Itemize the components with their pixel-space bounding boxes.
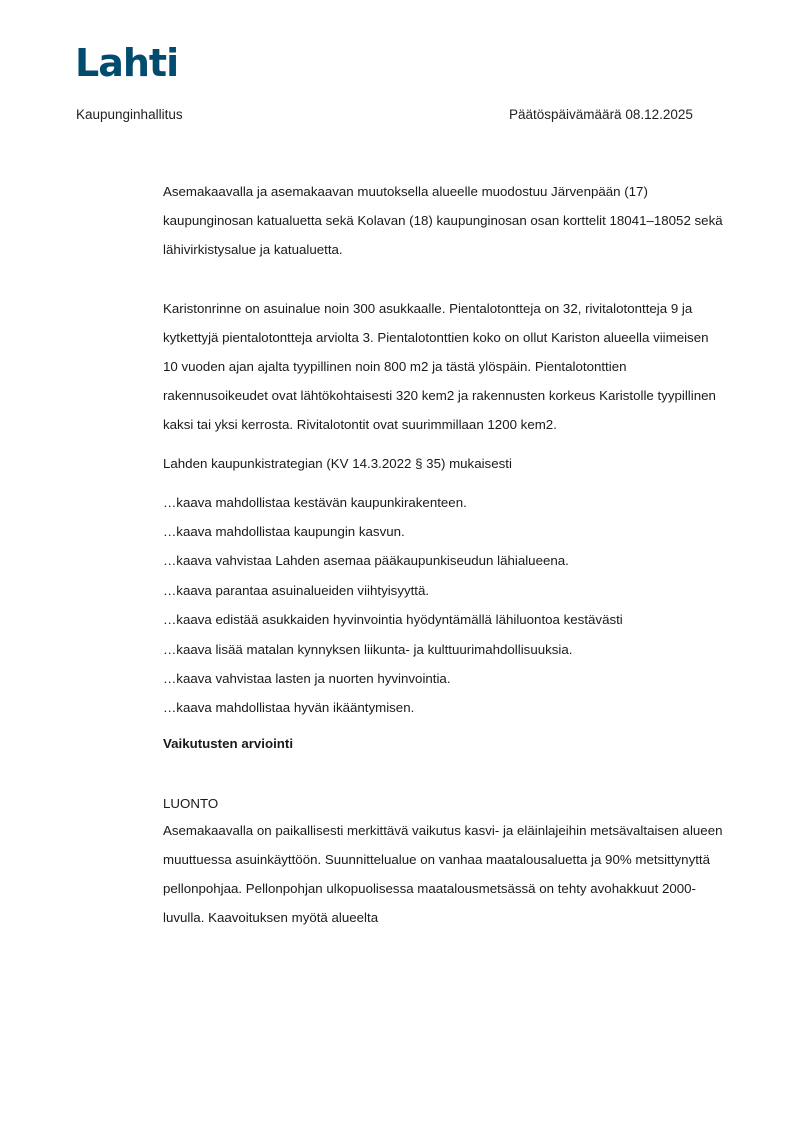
paragraph-karistonrinne: Karistonrinne on asuinalue noin 300 asukkaalle. Pientalotontteja on 32, rivitalotontteja 9 ja kytkettyjä pientalotontteja arviolta 3. Pientalotonttien koko on ollut Kariston alueella viimeisen 10 vuoden ajan ajalta tyypillinen noin 800 m2 ja tästä ylöspäin. Pientalotonttien rakennusoikeudet ovat lähtökohtaisesti 320 kem2 ja rakennusten korkeus Karistolle tyypillinen kaksi tai yksi kerrosta. Rivitalotontit ovat suurimmillaan 1200 kem2. [163,300,716,433]
strategy-item: …kaava mahdollistaa kaupungin kasvun. [163,524,405,540]
paragraph-plan-areas: Asemakaavalla ja asemakaavan muutoksella alueelle muodostuu Järvenpään (17) kaupunginosan katualuetta sekä Kolavan (18) kaupunginosan osan korttelit 18041–18052 sekä lähivirkistysalue ja katualuetta. [163,184,723,258]
strategy-item: …kaava mahdollistaa kestävän kaupunkirakenteen. [163,494,467,510]
strategy-item: …kaava vahvistaa lasten ja nuorten hyvinvointia. [163,671,451,687]
impact-heading: Vaikutusten arviointi [163,735,294,751]
organization-name: Kaupunginhallitus [76,107,183,122]
strategy-item: …kaava vahvistaa Lahden asemaa pääkaupunkiseudun lähialueena. [163,553,569,569]
strategy-item: …kaava mahdollistaa hyvän ikääntymisen. [163,700,415,716]
strategy-intro: Lahden kaupunkistrategian (KV 14.3.2022 § 35) mukaisesti [163,455,512,471]
paragraph-nature: Asemakaavalla on paikallisesti merkittävä vaikutus kasvi- ja eläinlajeihin metsävaltaisen alueen muuttuessa asuinkäyttöön. Suunnittelualue on vanhaa maatalousaluetta ja 90% metsittynyttä pellonpohjaa. Pellonpohjan ulkopuolisessa maatalousmetsässä on tehty avohakkuut 2000-luvulla. Kaavoituksen myötä alueelta [163,822,723,926]
strategy-item: …kaava parantaa asuinalueiden viihtyisyyttä. [163,582,430,598]
strategy-item: …kaava edistää asukkaiden hyvinvointia hyödyntämällä lähiluontoa kestävästi [163,612,623,628]
document-body [163,177,723,933]
nature-section-label: LUONTO [163,795,219,811]
lahti-logo: Lahti [75,41,179,85]
strategy-list [163,488,723,723]
decision-date: Päätöspäivämäärä 08.12.2025 [509,107,693,122]
strategy-item: …kaava lisää matalan kynnyksen liikunta- ja kulttuurimahdollisuuksia. [163,641,573,657]
